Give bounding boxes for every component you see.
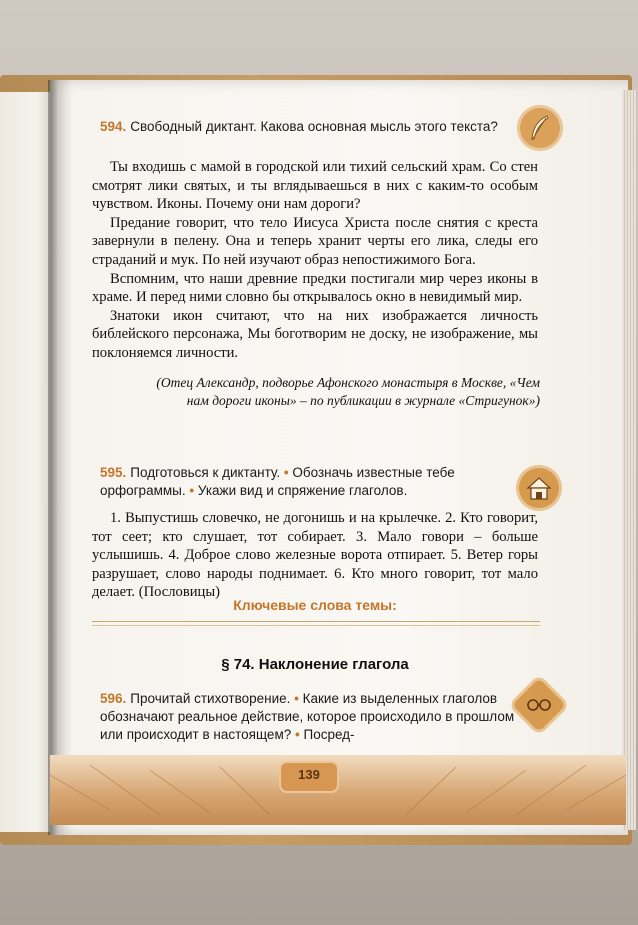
bullet-icon: • xyxy=(294,691,299,706)
exercise-595-number: 595. xyxy=(100,465,127,480)
house-icon xyxy=(519,468,559,508)
exercise-594-task: Свободный диктант. Какова основная мысль этого текста? xyxy=(130,119,498,134)
exercise-595-task-3: Укажи вид и спряжение глаголов. xyxy=(197,483,408,498)
page-stack-edge xyxy=(622,90,636,830)
bullet-icon: • xyxy=(189,483,195,498)
paragraph: Ты входишь с мамой в городской или тихий сельский храм. Со стен смотрят лики святых, и ты вглядываешься в них с каким-то особым чувством. Иконы. Почему они нам дороги? xyxy=(92,159,538,213)
divider xyxy=(92,625,540,626)
page-number: 139 xyxy=(298,767,320,782)
exercise-595-task-1: Подготовься к диктанту. xyxy=(130,465,281,480)
exercise-594-source: (Отец Александр, подворье Афонского монастыря в Москве, «Чем нам дороги иконы» – по публикации в журнале «Стригунок») xyxy=(156,375,540,408)
page-gutter-shadow xyxy=(48,80,58,835)
divider xyxy=(92,621,540,622)
exercise-594-number: 594. xyxy=(100,119,127,134)
exercise-596-heading xyxy=(100,690,520,744)
exercise-595-task-2: Обозначь известные тебе орфограммы. xyxy=(100,465,455,498)
keywords-heading: Ключевые слова темы: xyxy=(233,597,397,613)
exercise-596-task-3: Посред- xyxy=(303,727,355,742)
exercise-596-number: 596. xyxy=(100,691,127,706)
bullet-icon: • xyxy=(283,465,289,480)
exercise-595-heading xyxy=(100,464,520,500)
page-footer-ornament xyxy=(50,755,626,825)
paragraph: Знатоки икон считают, что на них изображается личность библейского персонажа, Мы боготворим не доску, не изображение, мы поклоняемся личности. xyxy=(92,307,538,361)
exercise-594-text xyxy=(92,158,538,363)
left-page-edge xyxy=(0,92,52,832)
proverbs-text: 1. Выпустишь словечко, не догонишь и на крылечке. 2. Кто говорит, тот сеет; кто слушает, тот собирает. 3. Мало говори – больше услышишь. 4. Доброе слово железные ворота отпирает. 5. Ветер горы разрушает, слово народы поднимает. 6. Кто много говорит, тот мало делает. (Пословицы) xyxy=(92,510,538,601)
glasses-icon xyxy=(512,678,566,732)
bullet-icon: • xyxy=(295,727,300,742)
paragraph: Вспомним, что наши древние предки постигали мир через иконы в храме. И перед ними словно бы открывалось окно в невидимый мир. xyxy=(92,270,538,306)
paragraph: Предание говорит, что тело Иисуса Христа после снятия с креста завернули в пелену. Она и теперь хранит черты его лика, следы его страданий и мук. По ней изучают образ непостижимого Бога. xyxy=(92,214,538,268)
exercise-594-heading xyxy=(100,118,520,136)
feather-icon xyxy=(520,108,560,148)
exercise-595-proverbs xyxy=(92,509,538,602)
exercise-596-task-2: Какие из выделенных глаголов обозначают реальное действие, которое происходило в прошлом или происходит в настоящем? xyxy=(100,691,515,742)
exercise-596-task-1: Прочитай стихотворение. xyxy=(130,691,291,706)
section-title: § 74. Наклонение глагола xyxy=(221,656,409,673)
